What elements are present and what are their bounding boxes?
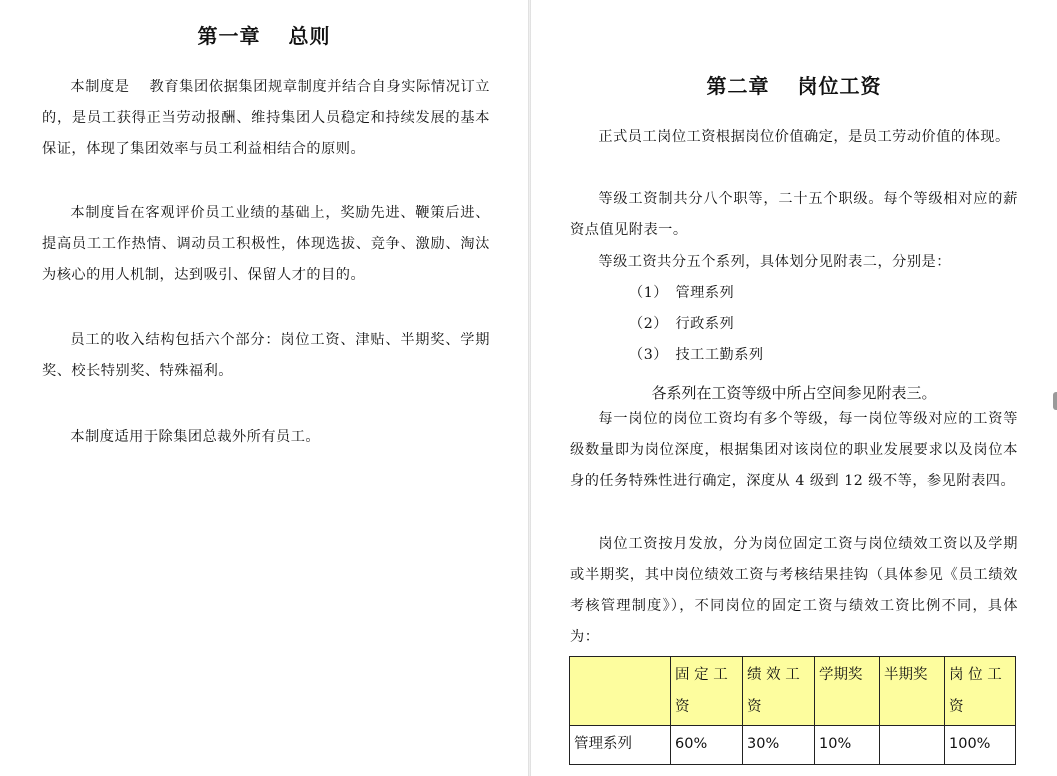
scroll-indicator[interactable] bbox=[1053, 392, 1057, 410]
table-header-cell: 固 定 工 资 bbox=[671, 657, 743, 726]
table-cell: 30% bbox=[743, 726, 815, 765]
paragraph: 等级工资制共分八个职等，二十五个职级。每个等级相对应的薪资点值见附表一。 bbox=[570, 191, 1018, 238]
chapter-one-number: 第一章 bbox=[197, 24, 261, 48]
paragraph: 员工的收入结构包括六个部分：岗位工资、津贴、半期奖、学期奖、校长特别奖、特殊福利。 bbox=[42, 332, 490, 379]
table-header-cell: 半期奖 bbox=[880, 657, 945, 726]
right-page bbox=[531, 0, 1057, 776]
table-header-cell: 学期奖 bbox=[815, 657, 880, 726]
table-cell: 60% bbox=[671, 726, 743, 765]
table-header-row bbox=[570, 657, 1016, 726]
left-page bbox=[0, 0, 528, 776]
table-header-cell: 绩 效 工 资 bbox=[743, 657, 815, 726]
series-list-item: （2） 行政系列 bbox=[629, 316, 735, 332]
chapter-two-title: 岗位工资 bbox=[797, 74, 882, 98]
chapter-one-title: 总则 bbox=[288, 24, 331, 48]
table-row bbox=[570, 726, 1016, 765]
table-header-cell: 岗 位 工 资 bbox=[945, 657, 1016, 726]
chapter-two-heading bbox=[531, 70, 1057, 99]
paragraph: 正式员工岗位工资根据岗位价值确定，是员工劳动价值的体现。 bbox=[598, 129, 1010, 145]
table-cell: 管理系列 bbox=[570, 726, 671, 765]
series-list-item: （1） 管理系列 bbox=[629, 285, 735, 301]
salary-ratio-table bbox=[569, 656, 1016, 765]
table-cell bbox=[880, 726, 945, 765]
chapter-one-heading bbox=[0, 20, 528, 49]
table-cell: 10% bbox=[815, 726, 880, 765]
paragraph: 等级工资共分五个系列，具体划分见附表二，分别是： bbox=[598, 254, 951, 270]
paragraph: 本制度旨在客观评价员工业绩的基础上，奖励先进、鞭策后进、提高员工工作热情、调动员工积极性，体现选拔、竞争、激励、淘汰为核心的用人机制，达到吸引、保留人才的目的。 bbox=[42, 205, 490, 283]
table-cell: 100% bbox=[945, 726, 1016, 765]
series-space-note: 各系列在工资等级中所占空间参见附表三。 bbox=[651, 384, 937, 402]
series-list-item: （3） 技工工勤系列 bbox=[629, 347, 764, 363]
paragraph: 每一岗位的岗位工资均有多个等级，每一岗位等级对应的工资等级数量即为岗位深度，根据集团对该岗位的职业发展要求以及岗位本身的任务特殊性进行确定，深度从 4 级到 12 级不等，参见附表四。 bbox=[570, 411, 1018, 489]
table-header-cell bbox=[570, 657, 671, 726]
chapter-two-number: 第二章 bbox=[706, 74, 770, 98]
paragraph: 岗位工资按月发放，分为岗位固定工资与岗位绩效工资以及学期或半期奖，其中岗位绩效工资与考核结果挂钩（具体参见《员工绩效考核管理制度》），不同岗位的固定工资与绩效工资比例不同，具体为： bbox=[570, 536, 1018, 645]
paragraph: 本制度适用于除集团总裁外所有员工。 bbox=[70, 429, 321, 445]
paragraph: 本制度是 教育集团依据集团规章制度并结合自身实际情况订立的，是员工获得正当劳动报酬、维持集团人员稳定和持续发展的基本保证，体现了集团效率与员工利益相结合的原则。 bbox=[42, 79, 490, 157]
